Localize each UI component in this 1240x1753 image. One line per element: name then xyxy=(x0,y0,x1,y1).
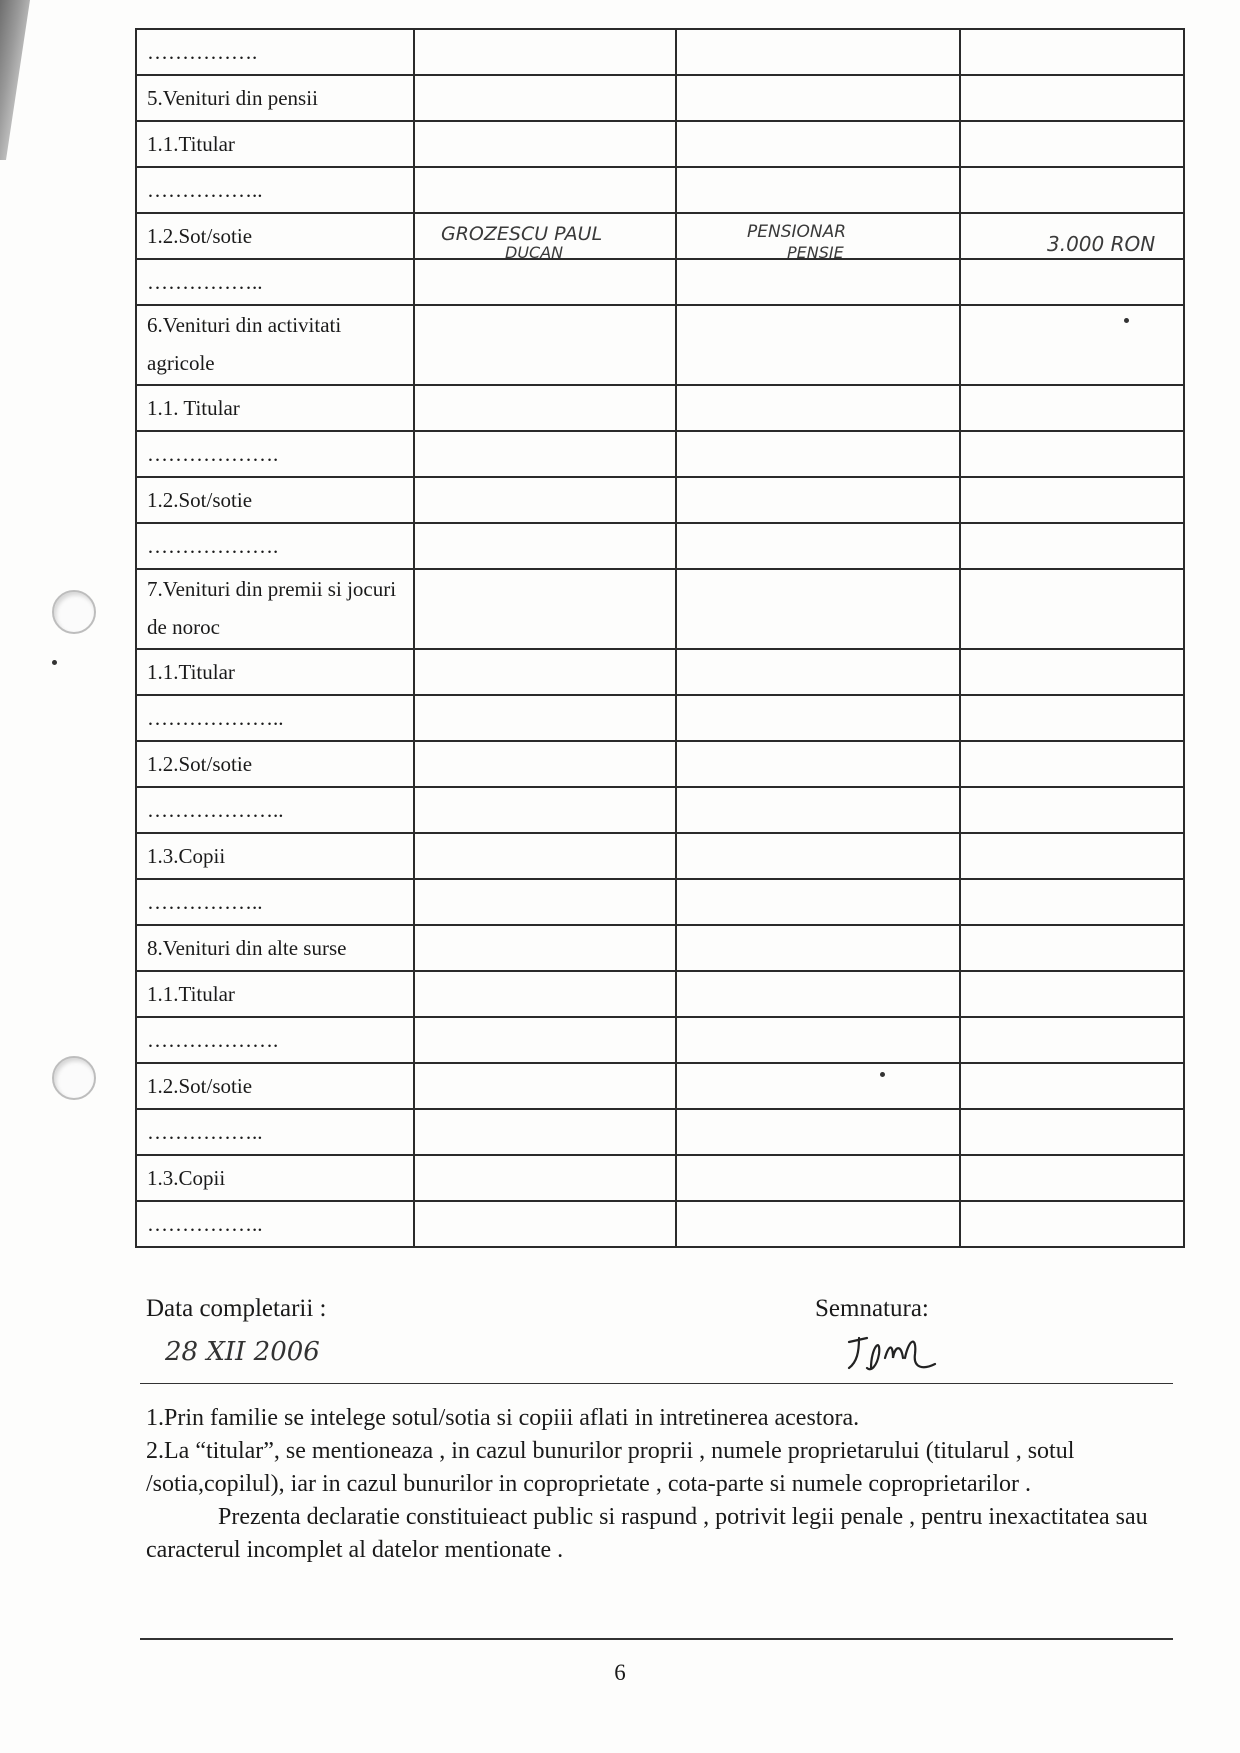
table-cell xyxy=(960,75,1184,121)
table-cell xyxy=(676,29,960,75)
row-label: 1.2.Sot/sotie xyxy=(136,213,414,259)
footnotes xyxy=(146,1402,1176,1567)
table-cell xyxy=(676,649,960,695)
row-label: 6.Venituri din activitati agricole xyxy=(136,305,414,385)
scan-speck xyxy=(52,660,57,665)
table-cell xyxy=(960,569,1184,649)
row-label: 1.1.Titular xyxy=(136,121,414,167)
income-table xyxy=(135,28,1185,1248)
table-cell xyxy=(960,385,1184,431)
table-cell xyxy=(414,695,676,741)
row-label: 8.Venituri din alte surse xyxy=(136,925,414,971)
declaration-text: Prezenta declaratie constituieact public si raspund , potrivit legii penale , pentru inexactitatea sau caracterul incomplet al datelor mentionate . xyxy=(146,1504,1148,1563)
row-label: 5.Venituri din pensii xyxy=(136,75,414,121)
table-cell xyxy=(414,121,676,167)
handwritten-name: GROZESCU PAUL xyxy=(441,223,603,245)
table-cell xyxy=(414,167,676,213)
table-cell xyxy=(414,477,676,523)
table-cell xyxy=(960,879,1184,925)
table-row xyxy=(136,523,1184,569)
table-cell xyxy=(960,833,1184,879)
row-label: ………………. xyxy=(136,431,414,477)
table-cell xyxy=(960,29,1184,75)
table-cell xyxy=(676,925,960,971)
table-row xyxy=(136,213,1184,259)
table-cell xyxy=(676,121,960,167)
table-cell xyxy=(414,971,676,1017)
table-row xyxy=(136,695,1184,741)
row-label: 1.2.Sot/sotie xyxy=(136,477,414,523)
table-cell xyxy=(676,1109,960,1155)
row-label: 1.2.Sot/sotie xyxy=(136,1063,414,1109)
page-number: 6 xyxy=(614,1660,626,1685)
table-cell xyxy=(960,925,1184,971)
row-label: …………….. xyxy=(136,167,414,213)
table-cell xyxy=(414,1063,676,1109)
table-cell xyxy=(676,213,960,262)
table-cell xyxy=(414,569,676,649)
row-label: ……………. xyxy=(136,29,414,75)
row-label: …………….. xyxy=(136,879,414,925)
signature-label: Semnatura: xyxy=(815,1295,929,1322)
bottom-rule xyxy=(140,1638,1173,1640)
punch-hole-bottom xyxy=(52,1056,96,1100)
table-cell xyxy=(676,569,960,649)
table-row xyxy=(136,741,1184,787)
table-row xyxy=(136,1201,1184,1247)
table-cell xyxy=(960,305,1184,385)
table-cell xyxy=(676,385,960,431)
row-label: ………………. xyxy=(136,523,414,569)
row-label: 1.1.Titular xyxy=(136,649,414,695)
table-cell xyxy=(414,1109,676,1155)
table-row xyxy=(136,167,1184,213)
row-label: 7.Venituri din premii si jocuri de noroc xyxy=(136,569,414,649)
handwritten-amount: 3.000 RON xyxy=(1047,232,1156,256)
table-cell xyxy=(414,75,676,121)
table-row xyxy=(136,305,1184,385)
handwritten-status: PENSIONAR xyxy=(747,222,847,242)
scan-shadow-edge xyxy=(0,0,30,160)
table-cell xyxy=(414,385,676,431)
table-cell xyxy=(676,1063,960,1109)
row-label: ………………. xyxy=(136,1017,414,1063)
table-cell xyxy=(960,1063,1184,1109)
table-cell xyxy=(414,925,676,971)
note-1: 1.Prin familie se intelege sotul/sotia si copiii aflati in intretinerea acestora. xyxy=(146,1405,860,1431)
table-row xyxy=(136,385,1184,431)
table-cell xyxy=(676,167,960,213)
table-cell xyxy=(676,523,960,569)
date-value: 28 XII 2006 xyxy=(165,1337,320,1367)
table-cell xyxy=(676,1201,960,1247)
table-cell xyxy=(676,75,960,121)
row-label: …………….. xyxy=(136,1109,414,1155)
table-row xyxy=(136,1063,1184,1109)
row-label: 1.3.Copii xyxy=(136,833,414,879)
row-label: 1.2.Sot/sotie xyxy=(136,741,414,787)
table-row xyxy=(136,1109,1184,1155)
row-label: …………….. xyxy=(136,259,414,305)
table-cell xyxy=(414,1017,676,1063)
table-cell xyxy=(960,787,1184,833)
table-cell xyxy=(676,741,960,787)
table-row xyxy=(136,569,1184,649)
table-cell xyxy=(960,121,1184,167)
table-cell xyxy=(960,1017,1184,1063)
table-cell xyxy=(676,431,960,477)
divider-line xyxy=(140,1383,1173,1384)
table-cell xyxy=(414,741,676,787)
table-row xyxy=(136,649,1184,695)
table-cell xyxy=(676,971,960,1017)
table-cell xyxy=(414,787,676,833)
table-row xyxy=(136,971,1184,1017)
table-cell xyxy=(676,477,960,523)
note-2: 2.La “titular”, se mentioneaza , in cazul bunurilor proprii , numele proprietarului (titularul , sotul /sotia,copilul), iar in cazul bunurilor in coproprietate , cota-parte si numele coproprietarilor . xyxy=(146,1438,1075,1497)
table-cell xyxy=(676,695,960,741)
table-cell xyxy=(414,833,676,879)
table-cell xyxy=(960,477,1184,523)
table-row xyxy=(136,925,1184,971)
table-cell xyxy=(676,879,960,925)
row-label: 1.3.Copii xyxy=(136,1155,414,1201)
row-label: ……………….. xyxy=(136,787,414,833)
table-row xyxy=(136,1017,1184,1063)
table-row xyxy=(136,259,1184,305)
table-row xyxy=(136,75,1184,121)
table-cell xyxy=(960,695,1184,741)
table-cell xyxy=(414,649,676,695)
table-cell xyxy=(960,1155,1184,1201)
table-cell xyxy=(960,971,1184,1017)
table-cell xyxy=(414,213,676,262)
signature-scribble xyxy=(845,1328,965,1374)
row-label: 1.1.Titular xyxy=(136,971,414,1017)
punch-hole-top xyxy=(52,590,96,634)
table-cell xyxy=(960,649,1184,695)
table-cell xyxy=(960,1201,1184,1247)
handwritten-status-line2: PENSIE xyxy=(787,243,844,262)
table-row xyxy=(136,879,1184,925)
table-cell xyxy=(960,523,1184,569)
table-row xyxy=(136,431,1184,477)
table-cell xyxy=(414,1201,676,1247)
table-cell xyxy=(414,523,676,569)
table-row xyxy=(136,121,1184,167)
table-cell xyxy=(676,1155,960,1201)
table-cell xyxy=(414,305,676,385)
table-row xyxy=(136,477,1184,523)
table-cell xyxy=(960,167,1184,213)
table-row xyxy=(136,833,1184,879)
table-cell xyxy=(414,1155,676,1201)
table-cell xyxy=(676,305,960,385)
table-row xyxy=(136,29,1184,75)
table-row xyxy=(136,787,1184,833)
table-cell xyxy=(676,787,960,833)
table-cell xyxy=(676,1017,960,1063)
table-cell xyxy=(414,431,676,477)
table-cell xyxy=(676,833,960,879)
row-label: …………….. xyxy=(136,1201,414,1247)
row-label: ……………….. xyxy=(136,695,414,741)
table-cell xyxy=(960,741,1184,787)
row-label: 1.1. Titular xyxy=(136,385,414,431)
table-cell xyxy=(414,879,676,925)
table-cell xyxy=(960,213,1184,259)
table-cell xyxy=(414,29,676,75)
table-row xyxy=(136,1155,1184,1201)
date-label: Data completarii : xyxy=(146,1295,327,1322)
handwritten-name-line2: DUCAN xyxy=(505,243,564,262)
table-cell xyxy=(960,1109,1184,1155)
table-cell xyxy=(960,431,1184,477)
